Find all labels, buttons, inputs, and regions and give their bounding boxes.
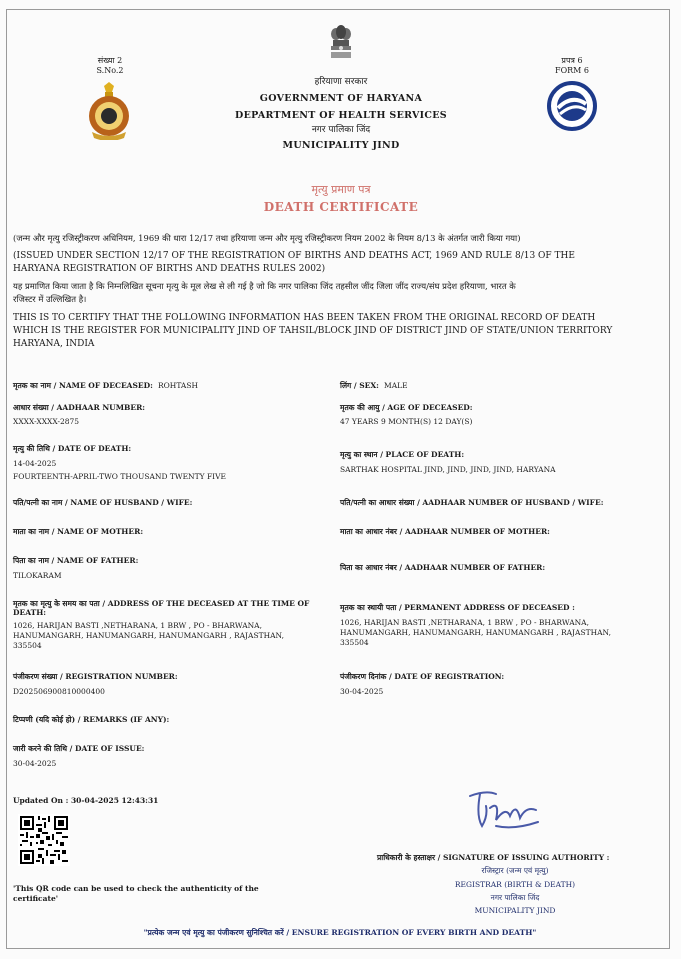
updated-on: Updated On : 30-04-2025 12:43:31 [13,796,159,805]
registrar-hi: रजिस्ट्रार (जन्म एवं मृत्यु) [481,866,549,875]
form-number-en: FORM 6 [555,66,589,75]
name-value: ROHTASH [158,381,199,390]
permanent-address-label: मृतक का स्थायी पता / PERMANENT ADDRESS OF DECEASED : [340,603,575,612]
haryana-emblem-icon [84,82,134,140]
issued-under-en-1: (ISSUED UNDER SECTION 12/17 OF THE REGISTRATION OF BIRTHS AND DEATHS ACT, 1969 AND RULE 8/13 OF THE [13,251,575,261]
mother-aadhaar-label: माता का आधार नंबर / AADHAAR NUMBER OF MOTHER: [340,527,550,536]
certify-en-2: WHICH IS THE REGISTER FOR MUNICIPALITY JIND OF TAHSIL/BLOCK JIND OF DISTRICT JIND OF STATE/UNION TERRITORY [13,326,613,336]
field-name-of-deceased [13,373,333,392]
sex-label: लिंग / SEX: [340,381,379,390]
address-at-death-label-2: DEATH: [13,608,47,617]
spouse-aadhaar-label: पति/पत्नी का आधार संख्या / AADHAAR NUMBER OF HUSBAND / WIFE: [340,498,604,507]
serial-number-hi: संख्या 2 [97,56,123,65]
mother-label: माता का नाम / NAME OF MOTHER: [13,527,144,536]
registration-date-value: 30-04-2025 [340,687,384,696]
qr-code-icon[interactable] [18,814,70,866]
issued-under-hi: (जन्म और मृत्यु रजिस्ट्रीकरण अधिनियम, 1969 की धारा 12/17 तथा हरियाणा जन्म और मृत्यु रजिस्ट्रीकरण नियम 2002 के नियम 8/13 के अंतर्गत जारी किया गया) [13,233,521,243]
crs-logo-icon [544,80,600,132]
title-en: DEATH CERTIFICATE [263,200,419,214]
issued-under-en-2: HARYANA REGISTRATION OF BIRTHS AND DEATHS RULES 2002) [13,264,326,274]
place-of-death-label: मृत्यु का स्थान / PLACE OF DEATH: [340,450,465,459]
date-of-issue-label: जारी करने की तिथि / DATE OF ISSUE: [13,744,145,753]
permanent-address-line-3: 335504 [340,638,369,647]
national-emblem-icon [328,24,354,62]
registration-number-value: D202506900810000400 [13,687,105,696]
age-label: मृतक की आयु / AGE OF DECEASED: [340,403,473,412]
certify-en-1: THIS IS TO CERTIFY THAT THE FOLLOWING INFORMATION HAS BEEN TAKEN FROM THE ORIGINAL RECORD OF DEATH [13,313,596,323]
spouse-label: पति/पत्नी का नाम / NAME OF HUSBAND / WIFE: [13,498,193,507]
state-name-hi: हरियाणा सरकार [314,77,368,87]
qr-note-line-1: 'This QR code can be used to check the authenticity of the [13,884,259,893]
registration-number-label: पंजीकरण संख्या / REGISTRATION NUMBER: [13,672,178,681]
address-at-death-line-3: 335504 [13,641,42,650]
signature-label: प्राधिकारी के हस्ताक्षर / SIGNATURE OF ISSUING AUTHORITY : [377,853,610,862]
title-hi: मृत्यु प्रमाण पत्र [311,183,371,196]
registration-date-label: पंजीकरण दिनांक / DATE OF REGISTRATION: [340,672,505,681]
age-value: 47 YEARS 9 MONTH(S) 12 DAY(S) [340,417,473,426]
municipality-heading: MUNICIPALITY JIND [282,140,400,151]
permanent-address-line-1: 1026, HARIJAN BASTI ,NETHARANA, 1 BRW , PO - BHARWANA, [340,618,589,627]
place-of-death-value: SARTHAK HOSPITAL JIND, JIND, JIND, JIND, HARYANA [340,465,556,474]
date-of-death-value: 14-04-2025 [13,459,57,468]
certify-hi-1: यह प्रमाणित किया जाता है कि निम्नलिखित सूचना मृत्यु के मूल लेख से ली गई है जो कि नगर पालिका जिंद तहसील जींद जिला जींद राज्य/संघ प्रदेश हरियाणा, भारत के [13,281,516,291]
registrar-en: REGISTRAR (BIRTH & DEATH) [454,880,576,889]
permanent-address-line-2: HANUMANGARH, HANUMANGARH, HANUMANGARH , RAJASTHAN, [340,628,612,637]
government-heading: GOVERNMENT OF HARYANA [259,93,423,104]
municipality-en-footer: MUNICIPALITY JIND [474,906,556,915]
date-of-death-words: FOURTEENTH-APRIL-TWO THOUSAND TWENTY FIVE [13,472,227,481]
serial-number-en: S.No.2 [96,66,124,75]
name-label: मृतक का नाम / NAME OF DECEASED: [13,381,153,390]
remarks-label: टिप्पणी (यदि कोई हो) / REMARKS (IF ANY): [13,715,170,724]
address-at-death-label-1: मृतक का मृत्यु के समय का पता / ADDRESS OF THE DECEASED AT THE TIME OF [13,599,310,608]
date-of-death-label: मृत्यु की तिथि / DATE OF DEATH: [13,444,132,453]
father-label: पिता का नाम / NAME OF FATHER: [13,556,139,565]
date-of-issue-value: 30-04-2025 [13,759,57,768]
form-number-hi: प्रपत्र 6 [561,56,583,65]
municipality-hi: नगर पालिका जिंद [311,125,371,135]
address-at-death-line-1: 1026, HARIJAN BASTI ,NETHARANA, 1 BRW , PO - BHARWANA, [13,621,262,630]
department-heading: DEPARTMENT OF HEALTH SERVICES [235,110,447,121]
father-value: TILOKARAM [13,571,62,580]
qr-note-line-2: certificate' [13,894,59,903]
slogan: "प्रत्येक जन्म एवं मृत्यु का पंजीकरण सुनिश्चित करें / ENSURE REGISTRATION OF EVERY BIRTH AND DEATH" [143,928,537,937]
signature-icon [466,786,544,838]
address-at-death-line-2: HANUMANGARH, HANUMANGARH, HANUMANGARH , RAJASTHAN, [13,631,285,640]
father-aadhaar-label: पिता का आधार नंबर / AADHAAR NUMBER OF FATHER: [340,563,546,572]
aadhaar-value: XXXX-XXXX-2875 [13,417,80,426]
municipality-hi-footer: नगर पालिका जिंद [490,893,540,902]
certify-hi-2: रजिस्टर में उल्लिखित है। [13,294,87,304]
field-sex [340,373,660,392]
sex-value: MALE [384,381,408,390]
certify-en-3: HARYANA, INDIA [13,339,95,349]
aadhaar-label: आधार संख्या / AADHAAR NUMBER: [13,403,146,412]
